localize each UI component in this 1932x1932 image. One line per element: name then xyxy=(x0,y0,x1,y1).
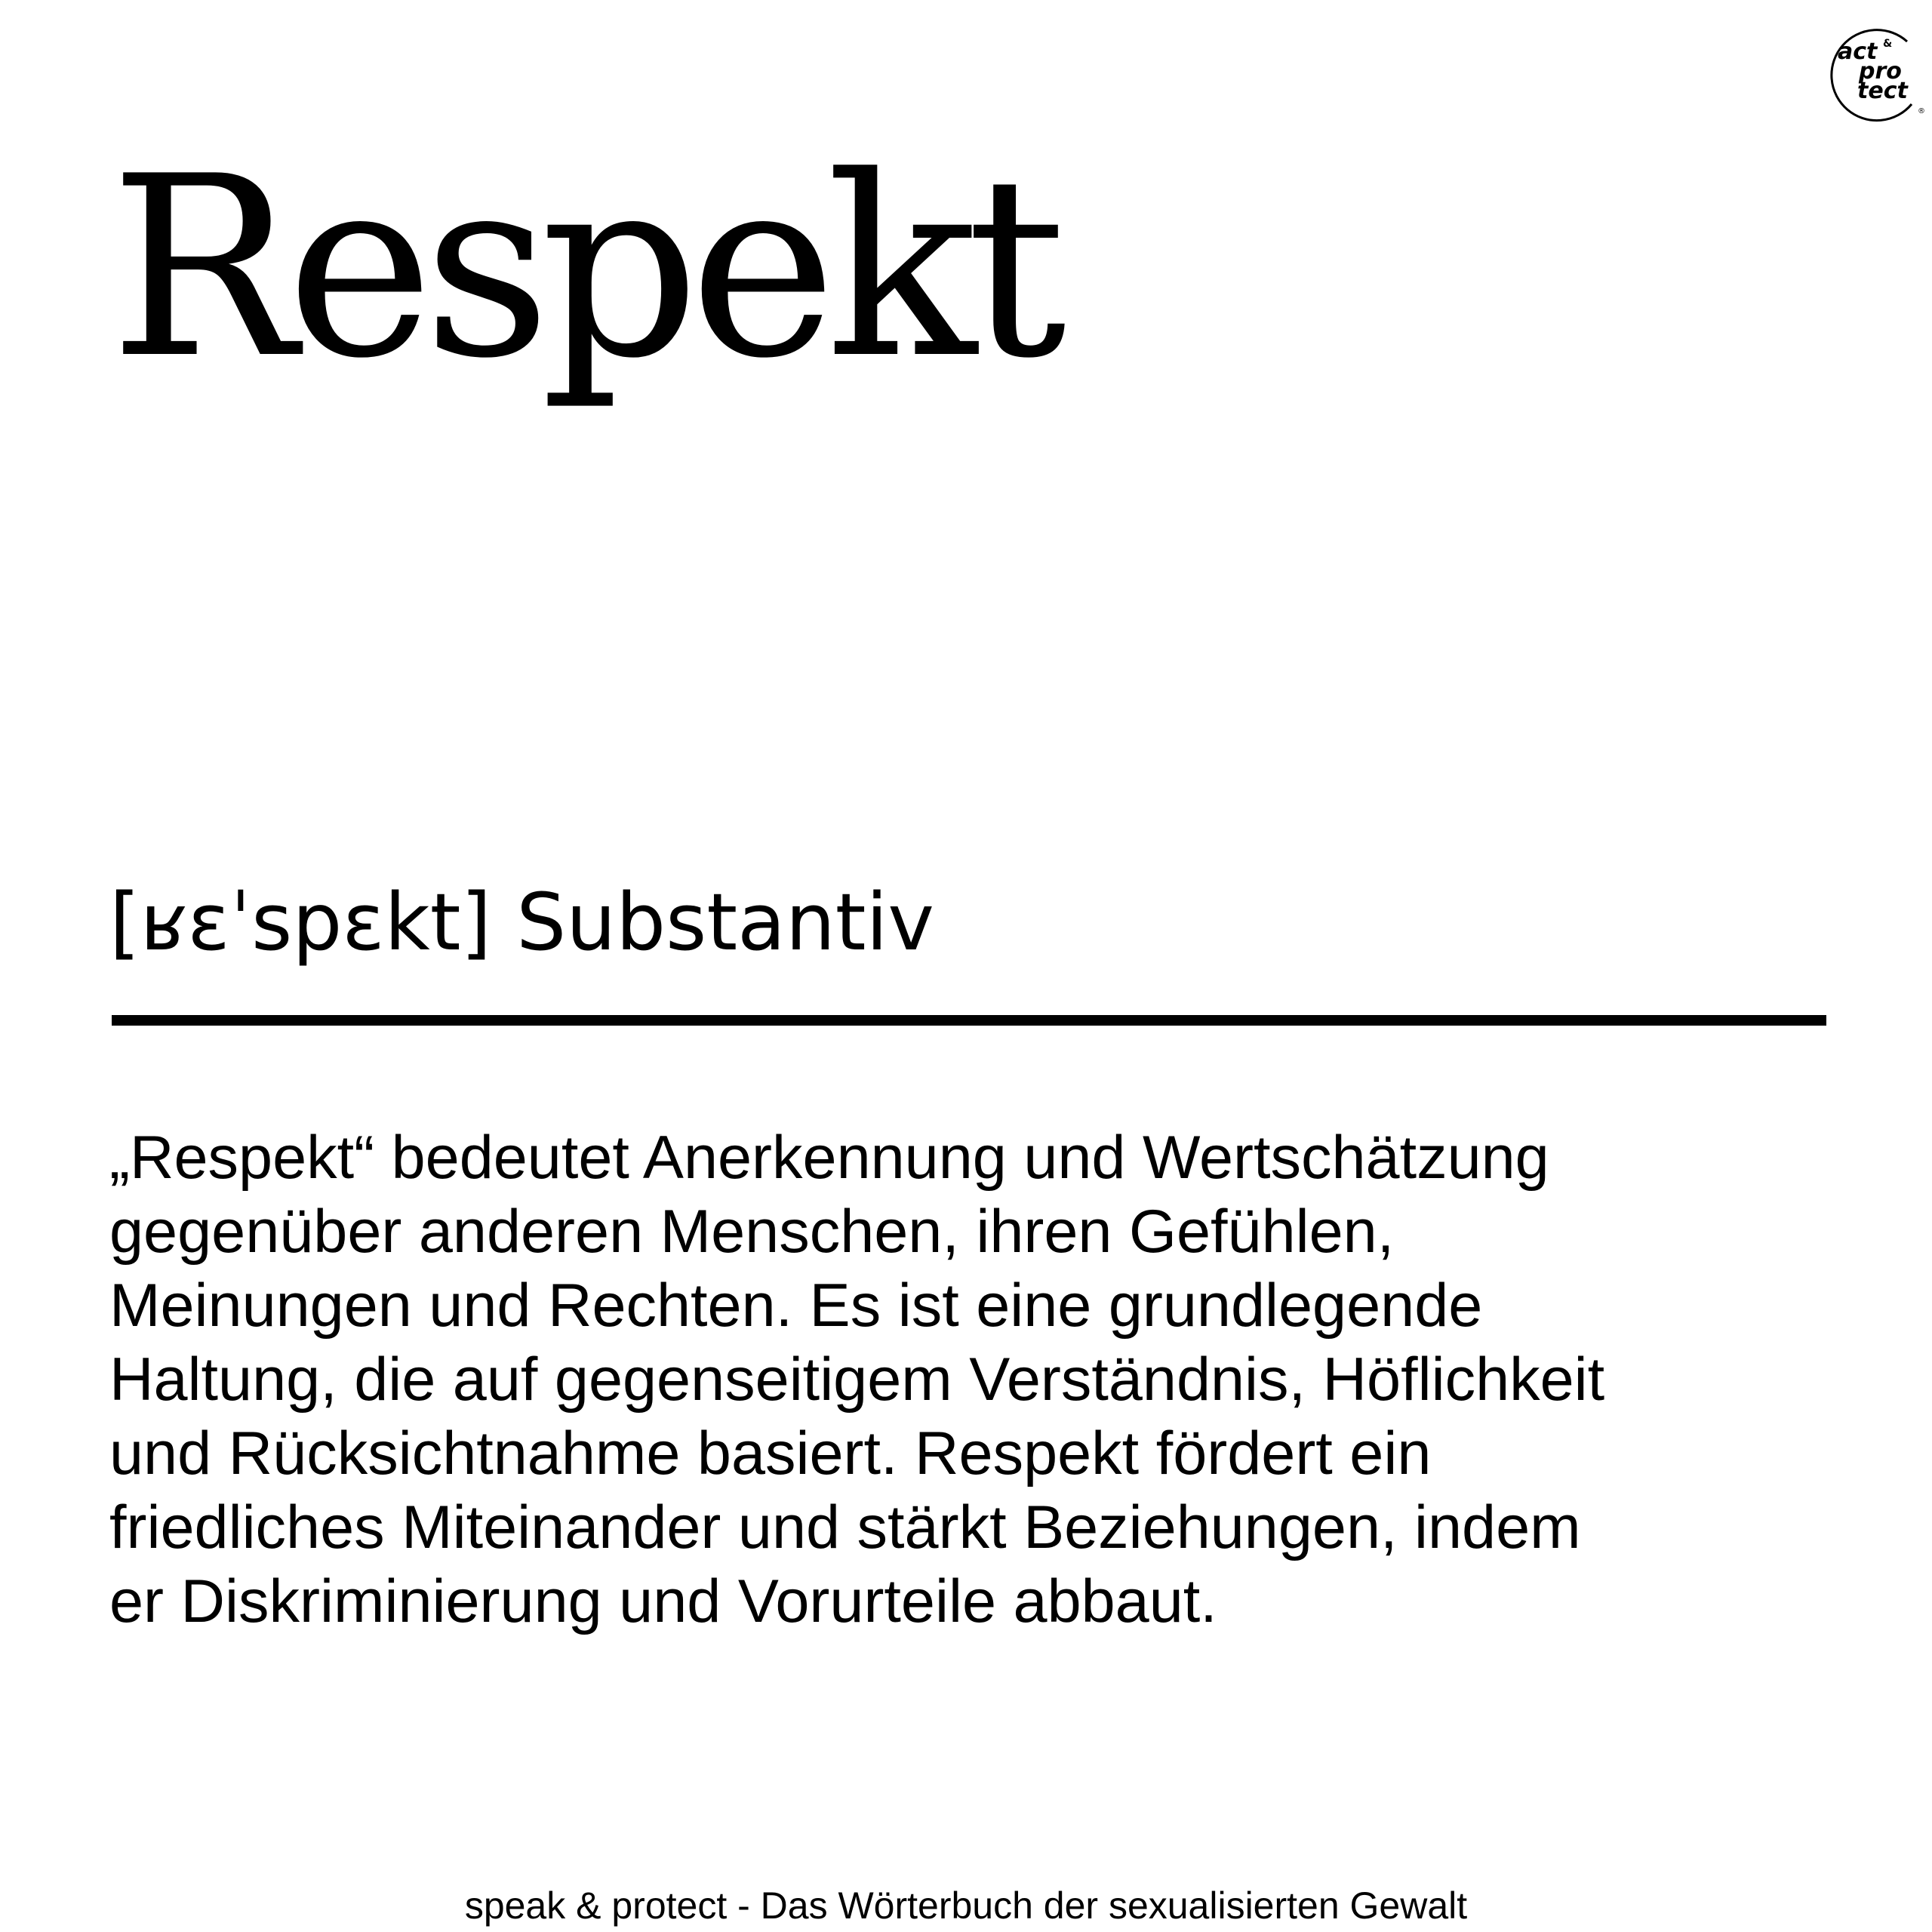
logo-text-act: act xyxy=(1838,38,1878,65)
definition-line: er Diskriminierung und Vorurteile abbaut. xyxy=(109,1567,1217,1635)
pronunciation: [ʁɛˈspɛkt] xyxy=(109,876,492,968)
definition-line: Meinungen und Rechten. Es ist eine grundlegende xyxy=(109,1272,1483,1340)
definition-line: gegenüber anderen Menschen, ihren Gefühlen, xyxy=(109,1198,1395,1266)
definition-line: „Respekt“ bedeutet Anerkennung und Wertschätzung xyxy=(109,1124,1549,1192)
divider xyxy=(112,1015,1826,1026)
definition-line: Haltung, die auf gegenseitigem Verständnis, Höflichkeit xyxy=(109,1346,1605,1414)
word-class: Substantiv xyxy=(516,876,934,968)
definition-line: friedliches Miteinander und stärkt Beziehungen, indem xyxy=(109,1494,1581,1561)
logo-text-amp: & xyxy=(1883,38,1893,50)
definition-line: und Rücksichtnahme basiert. Respekt fördert ein xyxy=(109,1420,1432,1487)
act-and-protect-logo xyxy=(1815,15,1928,128)
pronunciation-line xyxy=(109,876,934,968)
logo-registered-mark: ® xyxy=(1918,107,1925,115)
headword: Respekt xyxy=(109,123,1057,413)
definition xyxy=(109,1121,1838,1638)
logo-text-pro: pro xyxy=(1859,58,1902,85)
logo-text-tect: tect xyxy=(1857,78,1908,104)
act-and-protect-logo-mark xyxy=(1815,15,1928,128)
footer-caption: speak & protect - Das Wörterbuch der sexualisierten Gewalt xyxy=(464,1884,1468,1927)
